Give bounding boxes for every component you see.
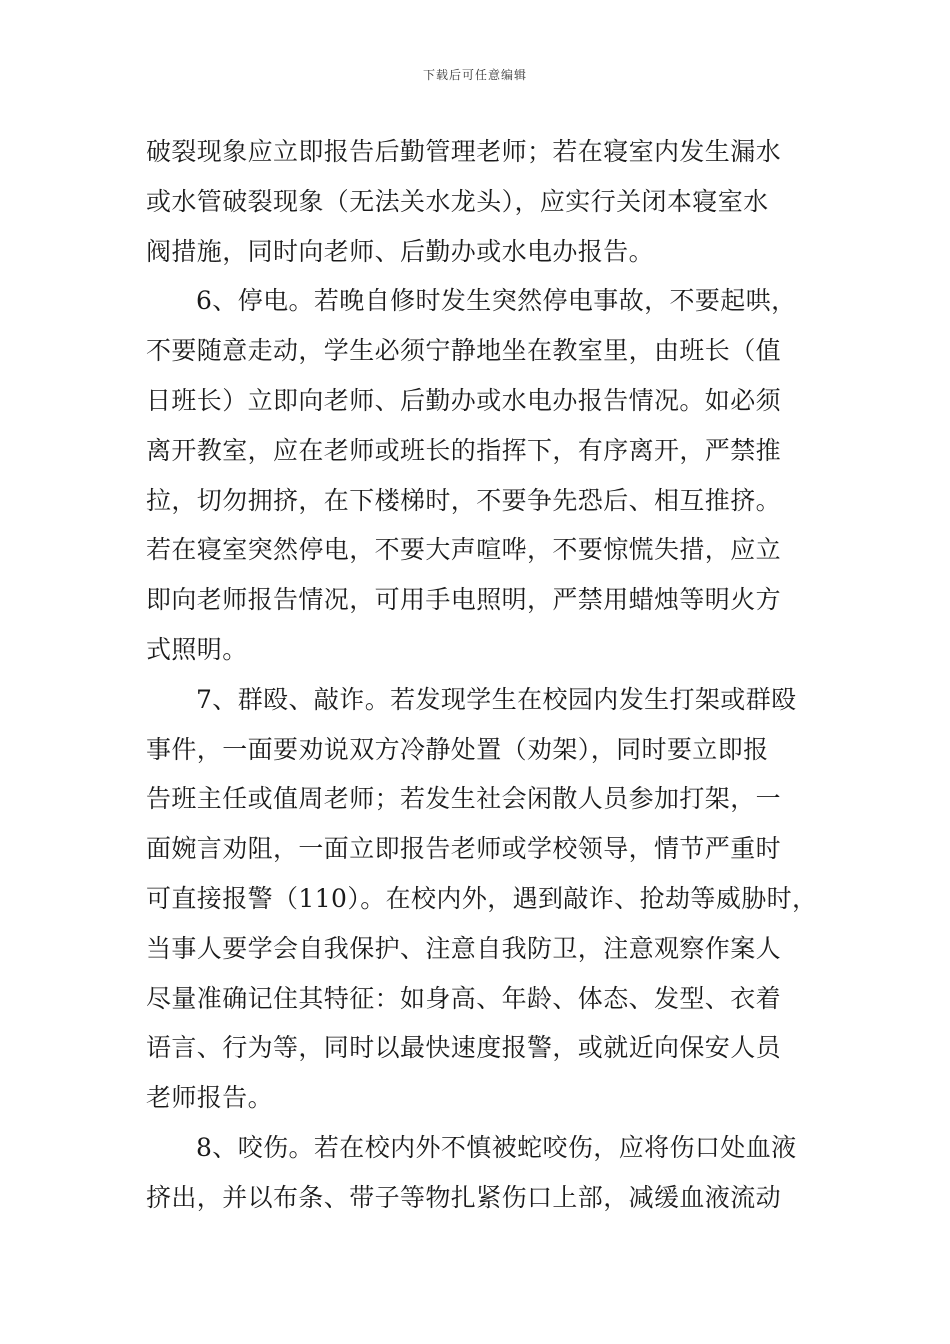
header-note: 下载后可任意编辑 <box>422 68 527 82</box>
text-line: 即向老师报告情况，可用手电照明，严禁用蜡烛等明火方 <box>146 585 782 615</box>
text-line: 告班主任或值周老师；若发生社会闲散人员参加打架，一 <box>146 784 782 814</box>
section-6-heading-line: 6、停电。若晚自修时发生突然停电事故，不要起哄， <box>196 286 797 316</box>
text-line: 面婉言劝阻，一面立即报告老师或学校领导，情节严重时 <box>146 834 782 864</box>
body-text <box>146 127 818 1223</box>
text-line: 离开教室，应在老师或班长的指挥下，有序离开，严禁推 <box>146 435 782 465</box>
text-line: 当事人要学会自我保护、注意自我防卫，注意观察作案人 <box>146 933 782 963</box>
text-line: 若在寝室突然停电，不要大声喧哗，不要惊慌失措，应立 <box>146 535 782 565</box>
text-line: 阀措施，同时向老师、后勤办或水电办报告。 <box>146 236 655 266</box>
text-line: 式照明。 <box>146 634 248 664</box>
text-line: 不要随意走动，学生必须宁静地坐在教室里，由班长（值 <box>146 336 782 366</box>
section-7-heading-line: 7、群殴、敲诈。若发现学生在校园内发生打架或群殴 <box>196 684 797 714</box>
text-line: 或水管破裂现象（无法关水龙头），应实行关闭本寝室水 <box>146 186 769 216</box>
text-line: 破裂现象应立即报告后勤管理老师；若在寝室内发生漏水 <box>146 137 782 166</box>
text-line: 挤出，并以布条、带子等物扎紧伤口上部，减缓血液流动 <box>146 1182 782 1212</box>
text-line: 事件，一面要劝说双方冷静处置（劝架），同时要立即报 <box>146 734 769 764</box>
section-8-heading-line: 8、咬伤。若在校内外不慎被蛇咬伤，应将伤口处血液 <box>196 1132 797 1162</box>
text-line: 日班长）立即向老师、后勤办或水电办报告情况。如必须 <box>146 385 782 415</box>
text-line: 尽量准确记住其特征：如身高、年龄、体态、发型、衣着 <box>146 983 782 1013</box>
text-line: 拉，切勿拥挤，在下楼梯时，不要争先恐后、相互推挤。 <box>146 485 782 515</box>
text-line: 语言、行为等，同时以最快速度报警，或就近向保安人员 <box>146 1033 782 1063</box>
text-line: 可直接报警（110）。在校内外，遇到敲诈、抢劫等威胁时， <box>146 883 818 913</box>
text-line: 老师报告。 <box>146 1083 274 1113</box>
